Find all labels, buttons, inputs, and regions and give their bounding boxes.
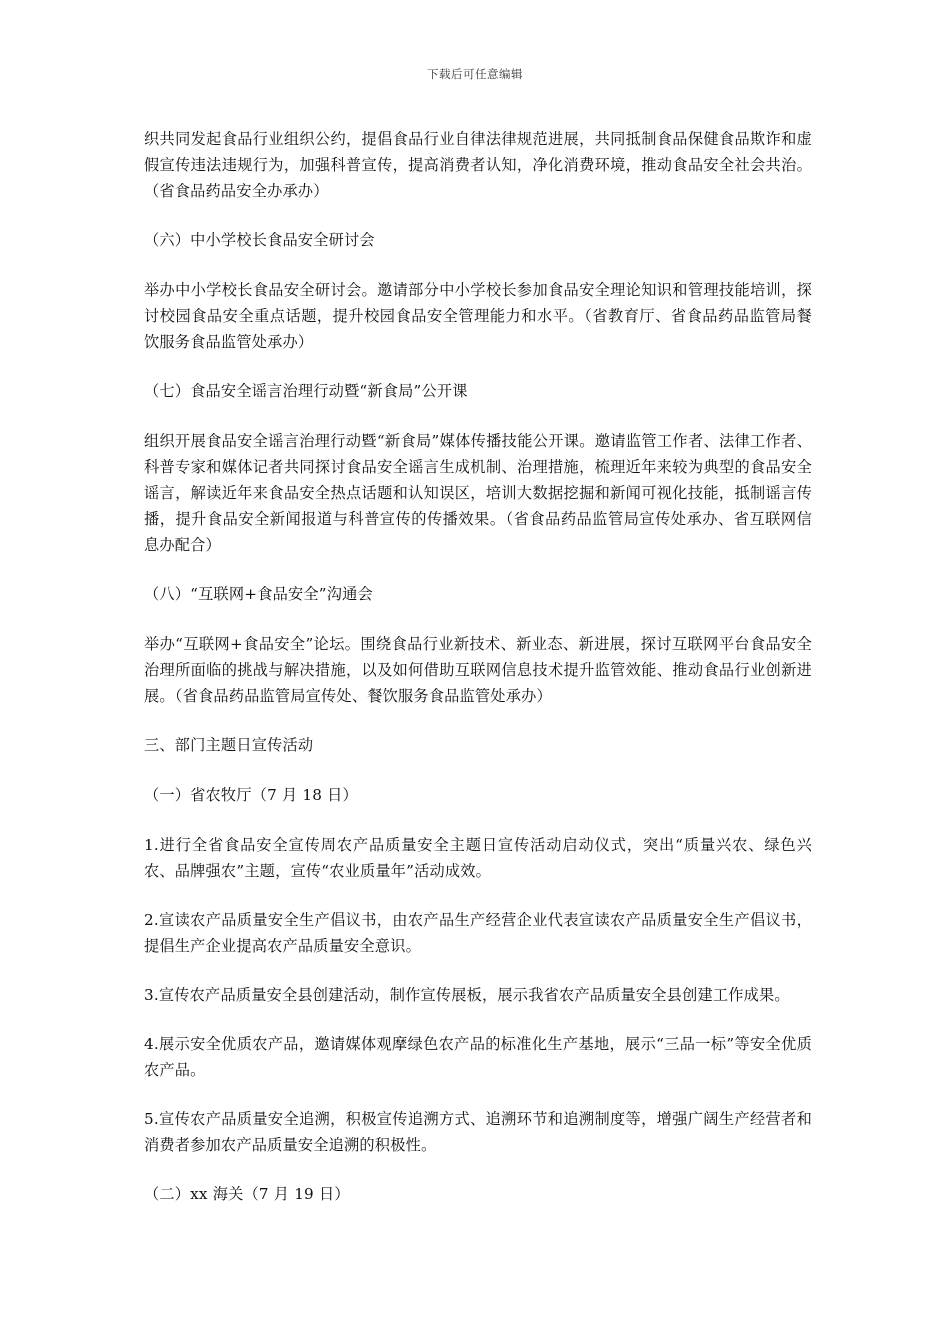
section-heading-6: （六）中小学校长食品安全研讨会 xyxy=(144,231,375,249)
section-heading-7: （七）食品安全谣言治理行动暨“新食局”公开课 xyxy=(144,382,468,400)
paragraph-principals-seminar: 举办中小学校长食品安全研讨会。邀请部分中小学校长参加食品安全理论知识和管理技能培训，探讨校园食品安全重点话题，提升校园食品安全管理能力和水平。（省教育厅、省食品药品监管局餐饮服务食品监管处承办） xyxy=(144,281,812,351)
subsection-heading-1: （一）省农牧厅（7 月 18 日） xyxy=(144,786,358,804)
paragraph-rumor-governance: 组织开展食品安全谣言治理行动暨“新食局”媒体传播技能公开课。邀请监管工作者、法律工作者、科普专家和媒体记者共同探讨食品安全谣言生成机制、治理措施，梳理近年来较为典型的食品安全谣言，解读近年来食品安全热点话题和认知误区，培训大数据挖掘和新闻可视化技能，抵制谣言传播，提升食品安全新闻报道与科普宣传的传播效果。（省食品药品监管局宣传处承办、省互联网信息办配合） xyxy=(144,432,812,554)
document-body xyxy=(144,126,812,1231)
paragraph-continuation: 织共同发起食品行业组织公约，提倡食品行业自律法律规范进展，共同抵制食品保健食品欺诈和虚假宣传违法违规行为，加强科普宣传，提高消费者认知，净化消费环境，推动食品安全社会共治。（省食品药品安全办承办） xyxy=(144,130,812,200)
list-item-1: 1.进行全省食品安全宣传周农产品质量安全主题日宣传活动启动仪式，突出“质量兴农、绿色兴农、品牌强农”主题，宣传“农业质量年”活动成效。 xyxy=(144,836,812,880)
list-item-3: 3.宣传农产品质量安全县创建活动，制作宣传展板，展示我省农产品质量安全县创建工作成果。 xyxy=(144,986,790,1004)
section-heading-3: 三、部门主题日宣传活动 xyxy=(144,736,314,754)
page-header-note: 下载后可任意编辑 xyxy=(427,67,523,81)
paragraph-internet-forum: 举办“互联网+食品安全”论坛。围绕食品行业新技术、新业态、新进展，探讨互联网平台食品安全治理所面临的挑战与解决措施，以及如何借助互联网信息技术提升监管效能、推动食品行业创新进展。（省食品药品监管局宣传处、餐饮服务食品监管处承办） xyxy=(144,635,812,705)
section-heading-8: （八）“互联网+食品安全”沟通会 xyxy=(144,585,373,603)
list-item-5: 5.宣传农产品质量安全追溯，积极宣传追溯方式、追溯环节和追溯制度等，增强广阔生产经营者和消费者参加农产品质量安全追溯的积极性。 xyxy=(144,1110,812,1154)
list-item-4: 4.展示安全优质农产品，邀请媒体观摩绿色农产品的标准化生产基地，展示“三品一标”等安全优质农产品。 xyxy=(144,1035,812,1079)
subsection-heading-2: （二）xx 海关（7 月 19 日） xyxy=(144,1185,350,1203)
list-item-2: 2.宣读农产品质量安全生产倡议书，由农产品生产经营企业代表宣读农产品质量安全生产倡议书，提倡生产企业提高农产品质量安全意识。 xyxy=(144,911,812,955)
